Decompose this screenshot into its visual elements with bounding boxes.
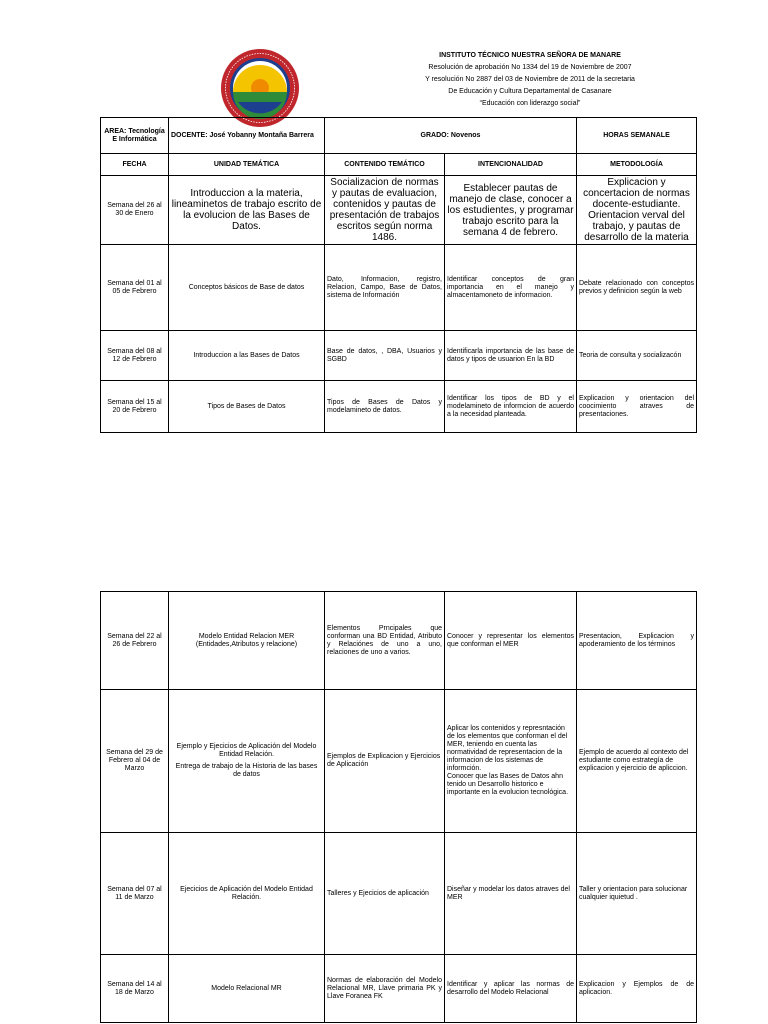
fecha-cell: Semana del 14 al 18 de Marzo (101, 955, 169, 1023)
intencionalidad-cell (445, 690, 577, 833)
fecha-cell: Semana del 15 al 20 de Febrero (101, 381, 169, 433)
unidad-cell: Tipos de Bases de Datos (169, 381, 325, 433)
unidad-cell: Ejecicios de Aplicación del Modelo Entidad Relación. (169, 833, 325, 955)
metodologia-cell: Teoria de consulta y socializacón (577, 331, 697, 381)
table-row (101, 331, 697, 381)
fecha-cell: Semana del 01 al 05 de Febrero (101, 245, 169, 331)
metodologia-cell: Taller y orientacion para solucionar cualquier iquietud . (577, 833, 697, 955)
contenido-cell: Dato, Informacion, registro, Relacion, Campo, Base de Datos, sistema de Información (325, 245, 445, 331)
unidad-text-2: Entrega de trabajo de la Historia de las bases de datos (175, 763, 318, 778)
intencionalidad-cell: Establecer pautas de manejo de clase, conocer a los estudientes, y programar trabajo escrito para la semana 4 de febrero. (445, 176, 577, 245)
institute-motto: “Educación con liderazgo social” (479, 100, 581, 107)
horas-cell: HORAS SEMANALE (577, 118, 697, 154)
unidad-cell (169, 690, 325, 833)
table-row (101, 381, 697, 433)
resolution-approval: Resolución de aprobación No 1334 del 19 de Noviembre de 2007 (428, 64, 632, 71)
table-row (101, 592, 697, 690)
table-row (101, 955, 697, 1023)
intencionalidad-text-2: Conocer que las Bases de Datos ahn tenido un Desarrollo historico e importante en la evolucion tecnológica. (447, 773, 569, 796)
info-row (101, 118, 697, 154)
resolution-secretaria: Y resolución No 2887 del 03 de Noviembre de 2011 de la secretaria (425, 76, 635, 83)
intencionalidad-cell: Diseñar y modelar los datos atraves del MER (445, 833, 577, 955)
col-intencionalidad: INTENCIONALIDAD (445, 154, 577, 176)
grado-cell: GRADO: Novenos (325, 118, 577, 154)
plan-table-top (100, 117, 697, 433)
col-unidad: UNIDAD TEMÁTICA (169, 154, 325, 176)
docente-cell: DOCENTE: José Yobanny Montaña Barrera (169, 118, 325, 154)
contenido-cell: Socializacion de normas y pautas de evaluacion, contenidos y pautas de presentación de trabajos escritos según norma 1486. (325, 176, 445, 245)
unidad-cell: Conceptos básicos de Base de datos (169, 245, 325, 331)
col-metodologia: METODOLOGÍA (577, 154, 697, 176)
intencionalidad-text: Aplicar los contenidos y represntación de los elementos que conforman el del MER, teniendo en cuenta las normatividad de representacion de la informacion de los sistemas de informción. (447, 725, 568, 772)
table-row (101, 833, 697, 955)
contenido-cell: Normas de elaboración del Modelo Relacional MR, Llave primaria PK y Llave Foranea FK (325, 955, 445, 1023)
column-header-row (101, 154, 697, 176)
contenido-cell: Elementos Prncipales que conforman una BD Entidad, Atributo y Relaciónes de uno a uno, relaciones de uno a varios. (325, 592, 445, 690)
metodologia-cell: Ejemplo de acuerdo al contexto del estudiante como estrategía de explicacion y ejercicio de apliccion. (577, 690, 697, 833)
metodologia-cell: Debate relacionado con conceptos previos y definicion según la web (577, 245, 697, 331)
intencionalidad-cell: Identificar y aplicar las normas de desarrollo del Modelo Relacional (445, 955, 577, 1023)
fecha-cell: Semana del 29 de Febrero al 04 de Marzo (101, 690, 169, 833)
unidad-cell: Introduccion a la materia, lineaminetos de trabajo escrito de la evolucion de las Bases de Datos. (169, 176, 325, 245)
contenido-cell: Base de datos, , DBA, Usuarios y SGBD (325, 331, 445, 381)
table-row (101, 245, 697, 331)
institute-name: INSTITUTO TÉCNICO NUESTRA SEÑORA DE MANARE (439, 52, 621, 59)
contenido-cell: Tipos de Bases de Datos y modelamineto de datos. (325, 381, 445, 433)
unidad-text: Ejemplo y Ejecicios de Aplicación del Modelo Entidad Relación. (176, 743, 317, 758)
plan-table-bottom (100, 591, 697, 1023)
unidad-cell: Introduccion a las Bases de Datos (169, 331, 325, 381)
metodologia-cell: Presentacion, Explicacion y apoderamiento de los términos (577, 592, 697, 690)
metodologia-cell: Explicacion y Ejemplos de de aplicacion. (577, 955, 697, 1023)
fecha-cell: Semana del 26 al 30 de Enero (101, 176, 169, 245)
fecha-cell: Semana del 08 al 12 de Febrero (101, 331, 169, 381)
col-contenido: CONTENIDO TEMÁTICO (325, 154, 445, 176)
metodologia-cell: Explicacion y orientacion del coocimiento atraves de presentaciones. (577, 381, 697, 433)
metodologia-cell: Explicacion y concertacion de normas docente-estudiante. Orientacion verval del trabajo, y pautas de desarrollo de la materia (577, 176, 697, 245)
unidad-cell: Modelo Entidad Relacion MER (Entidades,Atributos y relacione) (169, 592, 325, 690)
area-cell: AREA: Tecnología E Informática (101, 118, 169, 154)
intencionalidad-cell: Identificar conceptos de gran importancia en el manejo y almacentamoneto de informacion. (445, 245, 577, 331)
table-row (101, 690, 697, 833)
contenido-cell: Talleres y Ejecicios de aplicación (325, 833, 445, 955)
unidad-cell: Modelo Relacional MR (169, 955, 325, 1023)
school-seal-icon (220, 48, 300, 128)
col-fecha: FECHA (101, 154, 169, 176)
intencionalidad-cell: Identificarla importancia de las base de datos y tipos de usuarion En la BD (445, 331, 577, 381)
intencionalidad-cell: Identificar los tipos de BD y el modelamineto de informcion de acuerdo a la necesidad planteada. (445, 381, 577, 433)
contenido-cell: Ejemplos de Explicacion y Ejercicios de Aplicación (325, 690, 445, 833)
fecha-cell: Semana del 22 al 26 de Febrero (101, 592, 169, 690)
institution-header (330, 50, 730, 110)
secretaria-name: De Educación y Cultura Departamental de Casanare (448, 88, 612, 95)
fecha-cell: Semana del 07 al 11 de Marzo (101, 833, 169, 955)
intencionalidad-cell: Conocer y representar los elementos que conforman el MER (445, 592, 577, 690)
table-row (101, 176, 697, 245)
